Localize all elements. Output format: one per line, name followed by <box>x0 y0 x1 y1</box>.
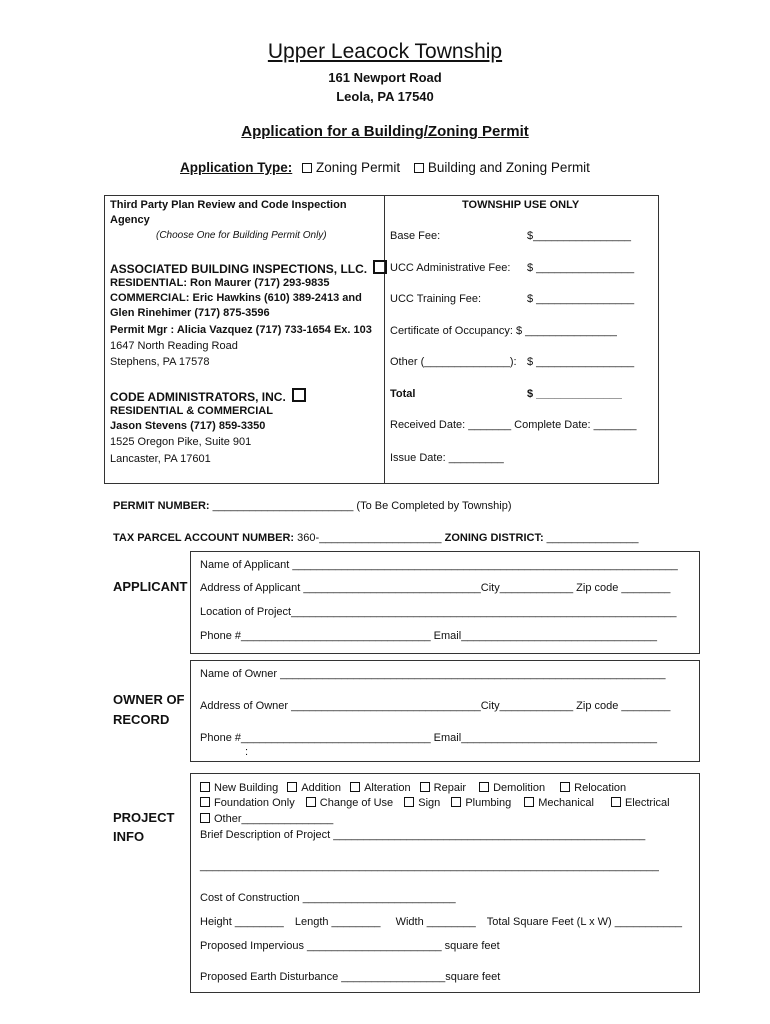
checkbox-icon[interactable] <box>287 782 297 792</box>
owner-section-label2: RECORD <box>113 712 170 727</box>
repair-option[interactable]: Repair <box>420 782 466 794</box>
plumbing-option[interactable]: Plumbing <box>451 797 511 809</box>
code-admin-address1: 1525 Oregon Pike, Suite 901 <box>110 436 252 448</box>
associated-option[interactable]: ASSOCIATED BUILDING INSPECTIONS, LLC. <box>110 260 387 276</box>
box-divider <box>384 195 385 483</box>
project-section-label2: INFO <box>113 829 145 844</box>
checkbox-icon[interactable] <box>302 163 312 173</box>
ucc-training-fee-label: UCC Training Fee: <box>390 293 482 305</box>
code-admin-contact: Jason Stevens (717) 859-3350 <box>110 420 266 432</box>
checkbox-icon[interactable] <box>373 260 387 274</box>
applicant-section-label: APPLICANT <box>113 579 188 594</box>
project-section-label1: PROJECT <box>113 810 175 825</box>
checkbox-icon[interactable] <box>611 797 621 807</box>
township-address-line2: Leola, PA 17540 <box>336 89 434 104</box>
other-fee-label[interactable]: Other (______________): <box>390 356 517 368</box>
sign-option[interactable]: Sign <box>404 797 440 809</box>
checkbox-icon[interactable] <box>560 782 570 792</box>
owner-colon: : <box>245 746 249 758</box>
project-type-row2 <box>200 797 670 809</box>
alteration-option[interactable]: Alteration <box>350 782 410 794</box>
brief-description-line[interactable]: ___________________________________________________________________________ <box>200 860 659 872</box>
township-use-heading: TOWNSHIP USE ONLY <box>462 199 580 211</box>
mechanical-option[interactable]: Mechanical <box>524 797 594 809</box>
associated-commercial-2: Glen Rinehimer (717) 875-3596 <box>110 307 270 319</box>
checkbox-icon[interactable] <box>292 388 306 402</box>
electrical-option[interactable]: Electrical <box>611 797 670 809</box>
owner-name-field[interactable]: Name of Owner _______________________________________________________________ <box>200 668 666 680</box>
other-fee-field[interactable]: $ ________________ <box>527 356 635 368</box>
ucc-admin-fee-label: UCC Administrative Fee: <box>390 262 511 274</box>
associated-address1: 1647 North Reading Road <box>110 340 238 352</box>
other-option[interactable]: Other_______________ <box>200 813 333 825</box>
change-of-use-option[interactable]: Change of Use <box>306 797 393 809</box>
height-field[interactable]: Height ________ <box>200 916 284 928</box>
cost-of-construction-field[interactable]: Cost of Construction _________________________ <box>200 892 456 904</box>
total-label: Total <box>390 388 416 400</box>
received-complete-date[interactable]: Received Date: _______ Complete Date: _______ <box>390 419 637 431</box>
checkbox-icon[interactable] <box>306 797 316 807</box>
checkbox-icon[interactable] <box>200 797 210 807</box>
parcel-row: TAX PARCEL ACCOUNT NUMBER: 360-____________________ ZONING DISTRICT: _______________ <box>113 532 639 544</box>
owner-phone-email-field[interactable]: Phone #_______________________________ Email________________________________ <box>200 732 657 744</box>
associated-residential: RESIDENTIAL: Ron Maurer (717) 293-9835 <box>110 277 330 289</box>
checkbox-icon[interactable] <box>451 797 461 807</box>
width-field[interactable]: Width ________ <box>395 916 476 928</box>
checkbox-icon[interactable] <box>524 797 534 807</box>
base-fee-label: Base Fee: <box>390 230 441 242</box>
new-building-option[interactable]: New Building <box>200 782 278 794</box>
application-type-row <box>180 160 590 175</box>
owner-section-label1: OWNER OF <box>113 692 185 707</box>
parcel-number-field[interactable]: ____________________ <box>319 532 442 544</box>
agency-heading-line1: Third Party Plan Review and Code Inspection <box>110 199 347 211</box>
relocation-option[interactable]: Relocation <box>560 782 626 794</box>
proposed-impervious-field[interactable]: Proposed Impervious ______________________ square feet <box>200 940 500 952</box>
applicant-name-field[interactable]: Name of Applicant _______________________________________________________________ <box>200 559 678 571</box>
checkbox-icon[interactable] <box>414 163 424 173</box>
township-address-line1: 161 Newport Road <box>328 70 442 85</box>
associated-address2: Stephens, PA 17578 <box>110 356 210 368</box>
length-field[interactable]: Length ________ <box>294 916 381 928</box>
owner-address-field[interactable]: Address of Owner _______________________________City____________ Zip code ________ <box>200 700 671 712</box>
proposed-earth-disturbance-field[interactable]: Proposed Earth Disturbance _________________square feet <box>200 971 501 983</box>
addition-option[interactable]: Addition <box>287 782 341 794</box>
issue-date[interactable]: Issue Date: _________ <box>390 452 504 464</box>
code-admin-address2: Lancaster, PA 17601 <box>110 453 211 465</box>
brief-description-field[interactable]: Brief Description of Project ___________________________________________________ <box>200 829 646 841</box>
ucc-training-fee-field[interactable]: $ ________________ <box>527 293 635 305</box>
building-zoning-option[interactable]: Building and Zoning Permit <box>414 160 590 175</box>
zoning-district-field[interactable]: _______________ <box>546 532 639 544</box>
agency-instruction: (Choose One for Building Permit Only) <box>156 230 327 241</box>
project-location-field[interactable]: Location of Project_______________________________________________________________ <box>200 606 677 618</box>
ucc-admin-fee-field[interactable]: $ ________________ <box>527 262 635 274</box>
associated-commercial: COMMERCIAL: Eric Hawkins (610) 389-2413 and <box>110 292 362 304</box>
checkbox-icon[interactable] <box>200 782 210 792</box>
certificate-occupancy-field[interactable]: Certificate of Occupancy: $ _______________ <box>390 325 617 337</box>
associated-permit-manager: Permit Mgr : Alicia Vazquez (717) 733-1654 Ex. 103 <box>110 324 372 336</box>
code-admin-type: RESIDENTIAL & COMMERCIAL <box>110 405 273 417</box>
checkbox-icon[interactable] <box>420 782 430 792</box>
foundation-only-option[interactable]: Foundation Only <box>200 797 295 809</box>
checkbox-icon[interactable] <box>350 782 360 792</box>
total-square-feet-field[interactable]: Total Square Feet (L x W) ___________ <box>486 916 683 928</box>
dimensions-row <box>200 916 682 928</box>
base-fee-field[interactable]: $________________ <box>527 230 632 242</box>
applicant-address-field[interactable]: Address of Applicant _____________________________City____________ Zip code ________ <box>200 582 671 594</box>
checkbox-icon[interactable] <box>200 813 210 823</box>
township-title: Upper Leacock Township <box>267 40 503 63</box>
agency-heading-line2: Agency <box>110 214 150 226</box>
permit-number-field[interactable]: _______________________ <box>212 500 354 512</box>
application-type-label: Application Type: <box>180 160 293 175</box>
applicant-phone-email-field[interactable]: Phone #_______________________________ Email________________________________ <box>200 630 657 642</box>
code-admin-option[interactable]: CODE ADMINISTRATORS, INC. <box>110 388 306 404</box>
checkbox-icon[interactable] <box>404 797 414 807</box>
checkbox-icon[interactable] <box>479 782 489 792</box>
total-field[interactable]: $ ______________ <box>527 388 622 400</box>
zoning-permit-option[interactable]: Zoning Permit <box>302 160 400 175</box>
permit-number-row: PERMIT NUMBER: _______________________ (To Be Completed by Township) <box>113 500 512 512</box>
project-type-row1 <box>200 782 626 794</box>
demolition-option[interactable]: Demolition <box>479 782 545 794</box>
form-title: Application for a Building/Zoning Permit <box>241 123 529 140</box>
